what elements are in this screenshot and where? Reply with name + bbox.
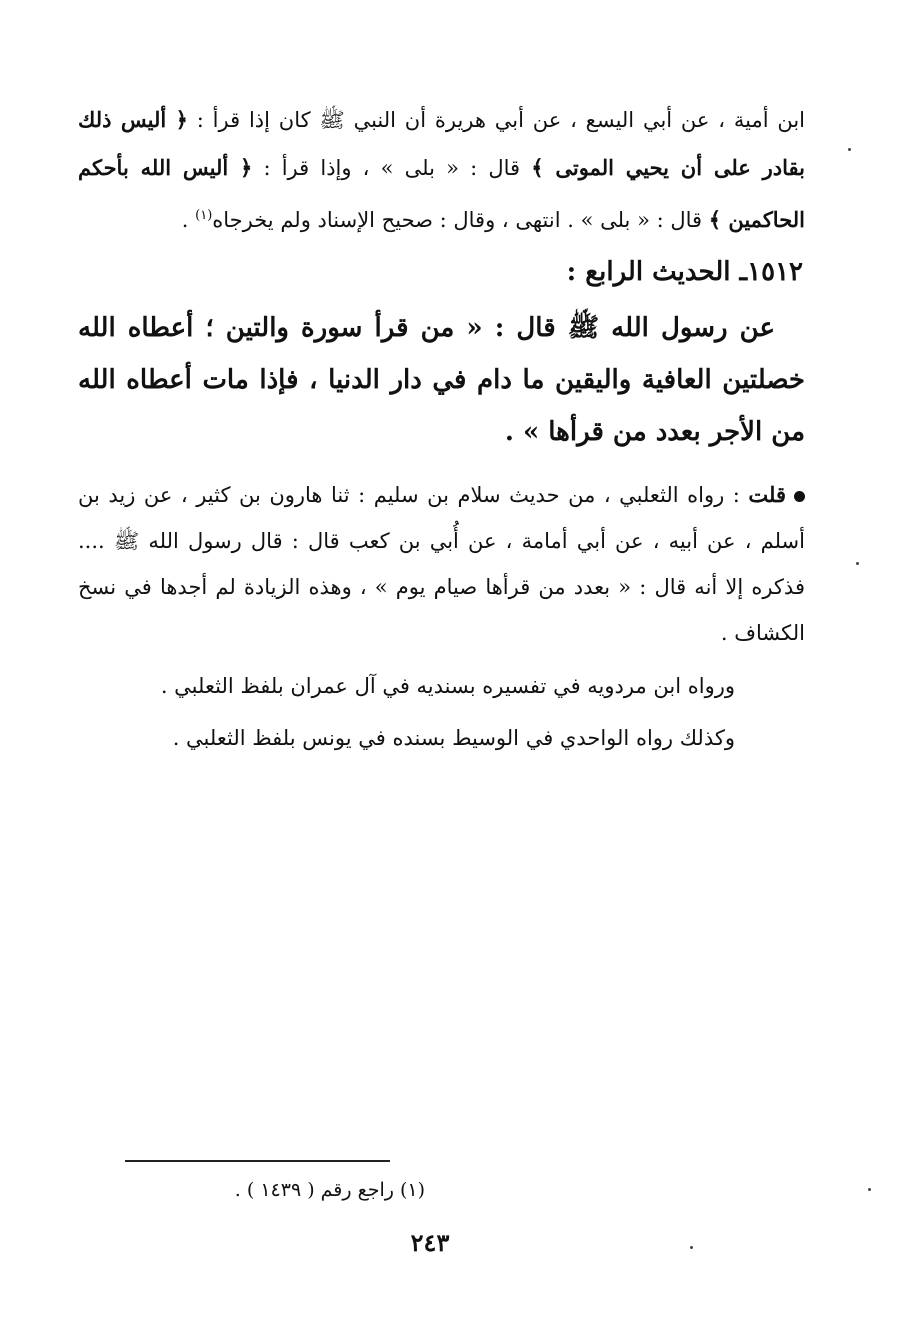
narration-line: وكذلك رواه الواحدي في الوسيط بسنده في يونس بلفظ الثعلبي . [172,726,735,750]
paragraph-text: قال : « بلى » . انتهى ، وقال : صحيح الإسناد ولم يخرجاه [212,208,709,232]
scan-speck [868,1188,871,1191]
page-number: ٢٤٣ [410,1228,450,1257]
hadith-text: عن رسول الله ﷺ قال : « من قرأ سورة والتين ؛ أعطاه الله خصلتين العافية واليقين ما دام في دار الدنيا ، فإذا مات أعطاه الله من الأجر بعدد من قرأها » . [78,313,805,447]
footnote-divider [125,1160,390,1162]
commentary-text: : رواه الثعلبي ، من حديث سلام بن سليم : ثنا هارون بن كثير ، عن زيد بن أسلم ، عن أبيه ، عن أبي أمامة ، عن أُبي بن كعب قال : قال رسول الله ﷺ .... فذكره إلا أنه قال : « بعدد من قرأها صيام يوم » ، وهذه الزيادة لم أجدها في نسخ الكشاف . [78,483,805,645]
commentary-paragraph [78,472,805,656]
paragraph-text: ابن أمية ، عن أبي اليسع ، عن أبي هريرة أن النبي ﷺ كان إذا قرأ : [187,108,805,132]
narration-line: ورواه ابن مردويه في تفسيره بسنديه في آل عمران بلفظ الثعلبي . [160,674,735,698]
paragraph-continuation [78,96,805,244]
scan-speck [690,1246,693,1249]
scan-speck [856,562,859,565]
footnote-reference: (١) [195,208,213,223]
paragraph-text: قال : « بلى » ، وإذا قرأ : [252,156,532,180]
quran-quote: ﴿ أليس ذلك بقادر على أن يحيي الموتى ﴾ [78,107,805,180]
footnote: (١) راجع رقم ( ١٤٣٩ ) . [234,1179,425,1201]
bullet-icon [794,491,805,502]
scan-speck [848,148,851,151]
paragraph-text: . [181,208,196,232]
commentary-label: قلت [748,482,786,507]
section-heading: ١٥١٢ـ الحديث الرابع : [566,257,803,287]
quran-quote: ﴿ أليس الله بأحكم الحاكمين ﴾ [78,155,805,232]
